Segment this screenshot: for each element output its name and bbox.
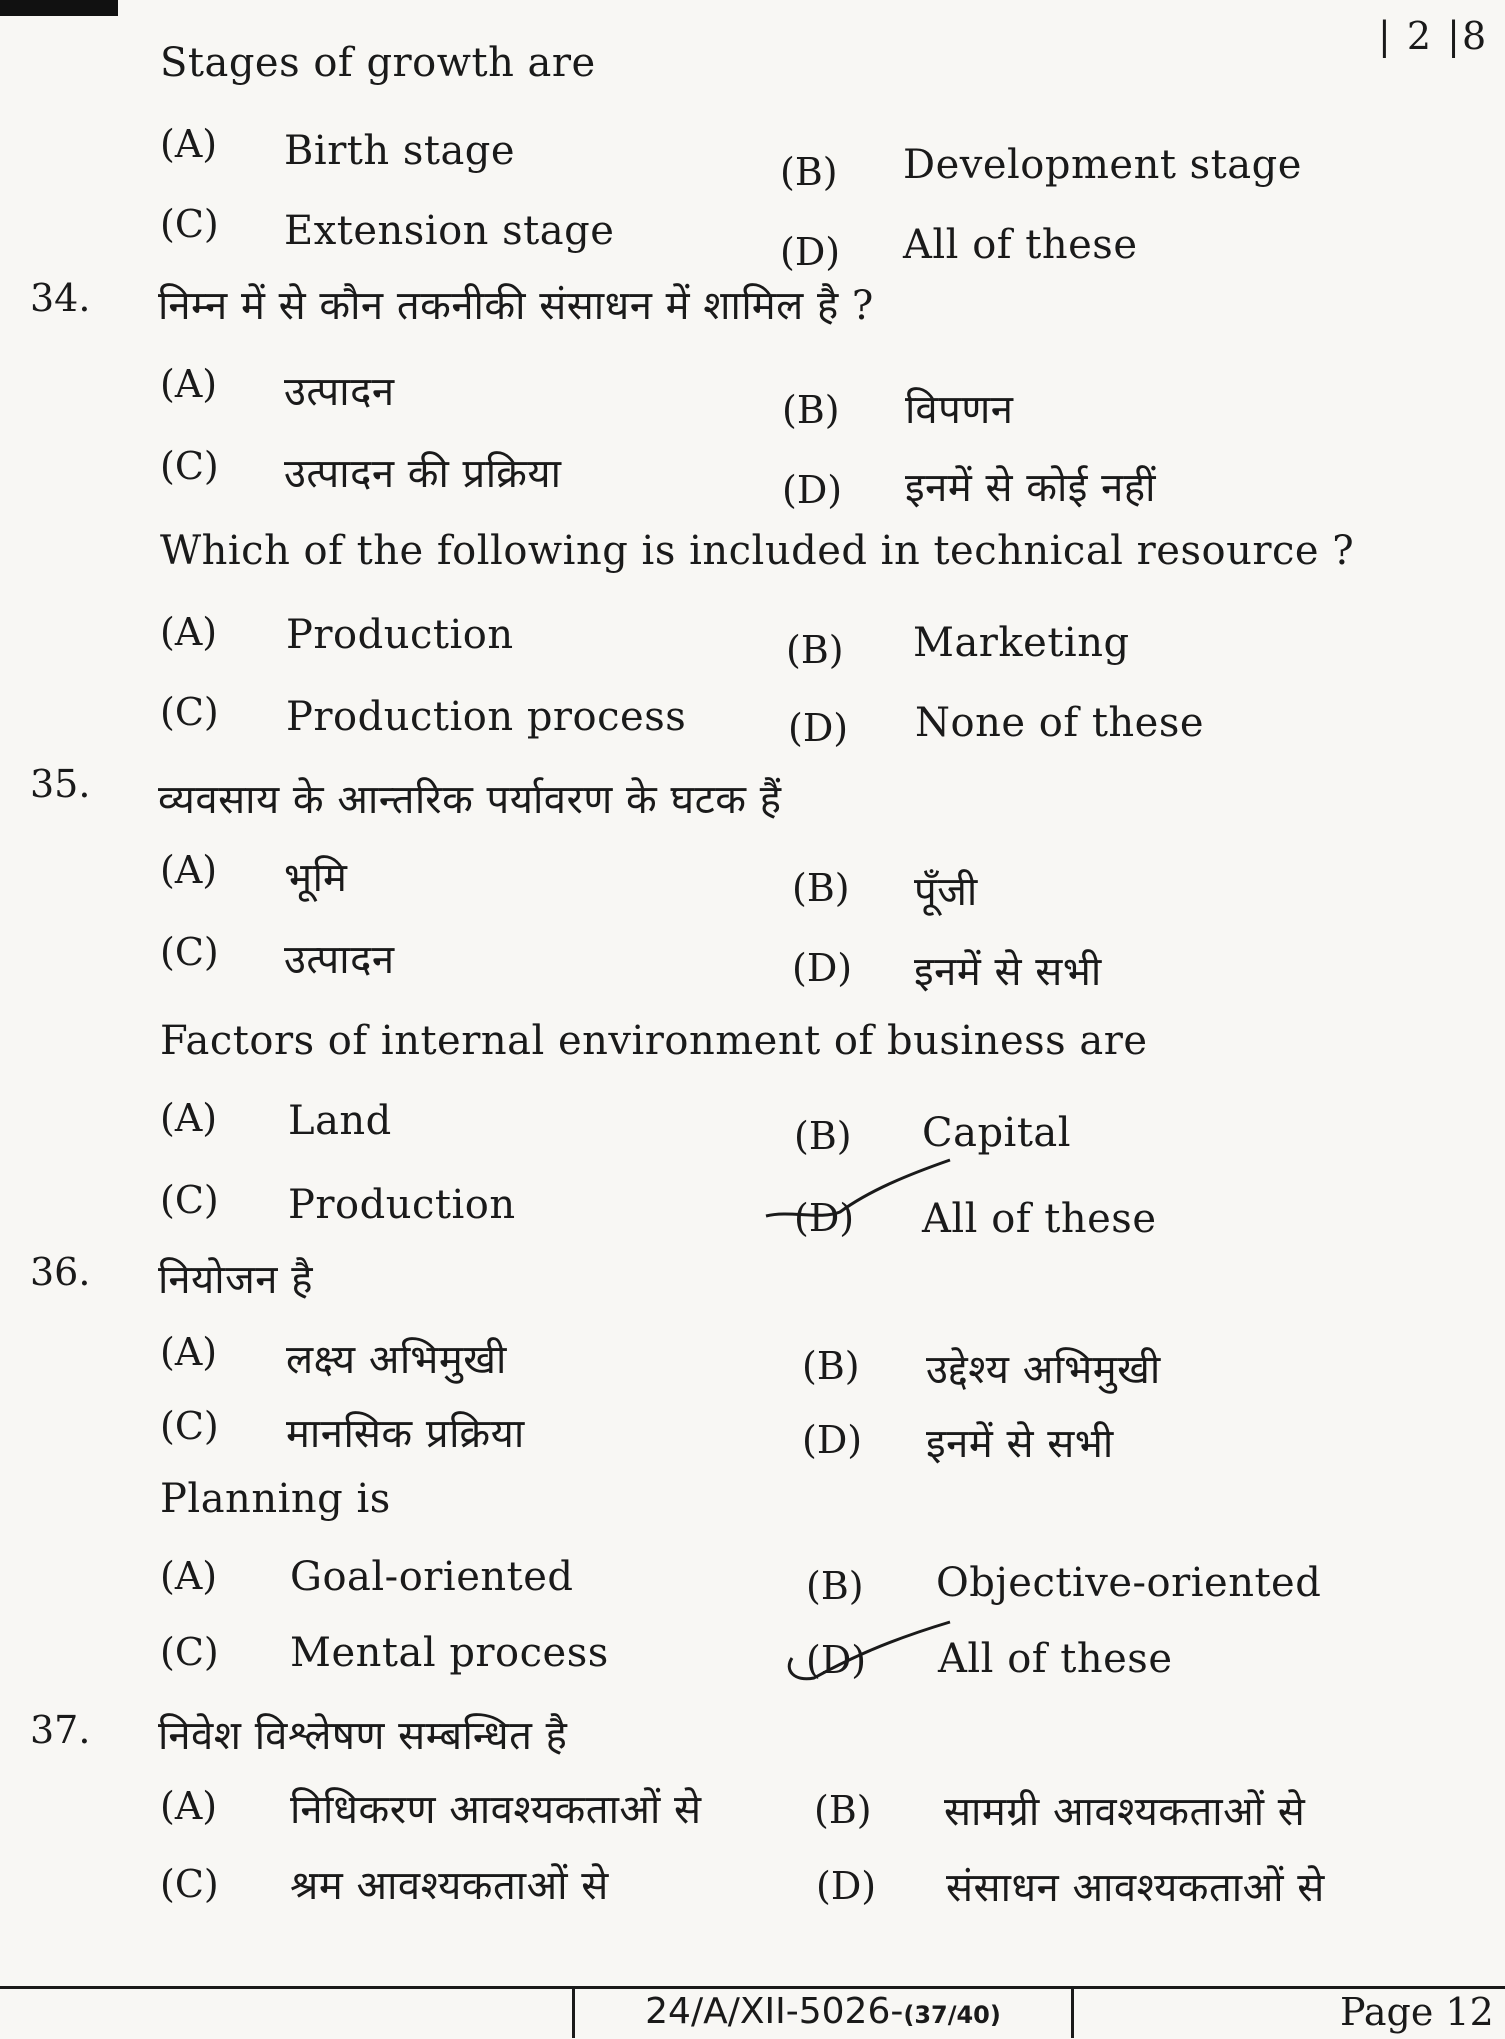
q33-en-opt-a-label: (A) bbox=[160, 122, 218, 166]
q34-en-opt-b-label: (B) bbox=[786, 628, 844, 672]
q35-hi-opt-d-text: इनमें से सभी bbox=[914, 949, 1102, 995]
q33-en-opt-a-text: Birth stage bbox=[284, 128, 516, 174]
q35-en-opt-b-label: (B) bbox=[794, 1114, 852, 1158]
answer-tick-mark bbox=[780, 1610, 960, 1690]
q35-hi-opt-a-text: भूमि bbox=[284, 855, 348, 901]
q35-en-text: Factors of internal environment of business are bbox=[160, 1018, 1148, 1064]
corner-tab bbox=[0, 0, 118, 16]
q33-en-opt-d-label: (D) bbox=[780, 230, 841, 274]
q37-hi-opt-a-text: निधिकरण आवश्यकताओं से bbox=[290, 1787, 702, 1833]
q34-en-opt-c-text: Production process bbox=[286, 694, 687, 740]
q37-hi-opt-c-label: (C) bbox=[160, 1862, 219, 1906]
q33-en-opt-c-text: Extension stage bbox=[284, 208, 615, 254]
q33-en-opt-d-text: All of these bbox=[903, 222, 1138, 268]
q36-hi-opt-c-label: (C) bbox=[160, 1404, 219, 1448]
q37-hi-opt-b-label: (B) bbox=[814, 1788, 872, 1832]
paper-code bbox=[572, 1988, 1074, 2038]
q35-hi-opt-c-label: (C) bbox=[160, 930, 219, 974]
q36-en-opt-b-label: (B) bbox=[806, 1564, 864, 1608]
paper-code-suffix: (37/40) bbox=[903, 2001, 1001, 2029]
q35-hi-opt-d-label: (D) bbox=[792, 946, 853, 990]
q34-en-opt-d-text: None of these bbox=[915, 700, 1205, 746]
q37-hi-opt-d-text: संसाधन आवश्यकताओं से bbox=[946, 1865, 1325, 1911]
q34-number: 34. bbox=[30, 276, 91, 320]
q34-en-opt-c-label: (C) bbox=[160, 690, 219, 734]
q35-en-opt-a-label: (A) bbox=[160, 1096, 218, 1140]
q36-hi-opt-b-label: (B) bbox=[802, 1344, 860, 1388]
q37-hi-text: निवेश विश्लेषण सम्बन्धित है bbox=[158, 1713, 568, 1759]
q36-hi-opt-d-label: (D) bbox=[802, 1418, 863, 1462]
q34-en-opt-d-label: (D) bbox=[788, 706, 849, 750]
q36-en-opt-d-label: (D) bbox=[806, 1638, 867, 1682]
q34-hi-text: निम्न में से कौन तकनीकी संसाधन में शामिल है ? bbox=[158, 283, 874, 329]
q35-en-opt-d-text: All of these bbox=[922, 1196, 1157, 1242]
page-number: Page 12 bbox=[1340, 1990, 1494, 2034]
q36-en-text: Planning is bbox=[160, 1476, 391, 1522]
q34-hi-opt-a-text: उत्पादन bbox=[284, 369, 395, 415]
q35-en-opt-a-text: Land bbox=[288, 1098, 392, 1144]
q35-en-opt-d-label: (D) bbox=[794, 1196, 855, 1240]
q34-hi-opt-b-label: (B) bbox=[782, 388, 840, 432]
q34-hi-opt-d-label: (D) bbox=[782, 468, 843, 512]
q36-en-opt-a-text: Goal-oriented bbox=[290, 1554, 574, 1600]
q35-hi-opt-c-text: उत्पादन bbox=[284, 937, 395, 983]
q36-hi-opt-d-text: इनमें से सभी bbox=[926, 1421, 1114, 1467]
q36-hi-opt-a-text: लक्ष्य अभिमुखी bbox=[286, 1337, 507, 1383]
answer-tick-mark bbox=[760, 1150, 960, 1230]
q37-hi-opt-c-text: श्रम आवश्यकताओं से bbox=[290, 1863, 609, 1909]
q35-en-opt-c-label: (C) bbox=[160, 1178, 219, 1222]
q37-hi-opt-a-label: (A) bbox=[160, 1784, 218, 1828]
q37-hi-opt-b-text: सामग्री आवश्यकताओं से bbox=[944, 1789, 1306, 1835]
q34-en-opt-a-label: (A) bbox=[160, 610, 218, 654]
q36-number: 36. bbox=[30, 1250, 91, 1294]
q33-en-text: Stages of growth are bbox=[160, 40, 596, 86]
q35-en-opt-c-text: Production bbox=[288, 1182, 516, 1228]
q36-en-opt-a-label: (A) bbox=[160, 1554, 218, 1598]
q34-hi-opt-b-text: विपणन bbox=[905, 387, 1014, 433]
q33-en-opt-b-text: Development stage bbox=[903, 142, 1302, 188]
q33-en-opt-c-label: (C) bbox=[160, 202, 219, 246]
q37-number: 37. bbox=[30, 1708, 91, 1752]
q36-en-opt-b-text: Objective-oriented bbox=[936, 1560, 1322, 1606]
q34-en-opt-b-text: Marketing bbox=[913, 620, 1130, 666]
q35-hi-text: व्यवसाय के आन्तरिक पर्यावरण के घटक हैं bbox=[158, 777, 782, 823]
q34-hi-opt-d-text: इनमें से कोई नहीं bbox=[905, 465, 1156, 511]
q35-hi-opt-b-text: पूँजी bbox=[914, 869, 978, 915]
q35-hi-opt-b-label: (B) bbox=[792, 866, 850, 910]
handwritten-corner-mark: | 2 |8 bbox=[1378, 14, 1489, 58]
q36-hi-opt-b-text: उद्देश्य अभिमुखी bbox=[926, 1347, 1161, 1393]
q36-en-opt-c-text: Mental process bbox=[290, 1630, 609, 1676]
q36-hi-opt-a-label: (A) bbox=[160, 1330, 218, 1374]
q36-en-opt-d-text: All of these bbox=[938, 1636, 1173, 1682]
q37-hi-opt-d-label: (D) bbox=[816, 1864, 877, 1908]
q36-hi-opt-c-text: मानसिक प्रक्रिया bbox=[286, 1411, 525, 1457]
q34-en-text: Which of the following is included in technical resource ? bbox=[160, 528, 1355, 574]
q34-hi-opt-c-text: उत्पादन की प्रक्रिया bbox=[284, 451, 562, 497]
q34-en-opt-a-text: Production bbox=[286, 612, 514, 658]
q34-hi-opt-a-label: (A) bbox=[160, 362, 218, 406]
q34-hi-opt-c-label: (C) bbox=[160, 444, 219, 488]
q35-hi-opt-a-label: (A) bbox=[160, 848, 218, 892]
q35-en-opt-b-text: Capital bbox=[922, 1110, 1072, 1156]
q35-number: 35. bbox=[30, 762, 91, 806]
q33-en-opt-b-label: (B) bbox=[780, 150, 838, 194]
q36-hi-text: नियोजन है bbox=[158, 1257, 313, 1303]
q36-en-opt-c-label: (C) bbox=[160, 1630, 219, 1674]
paper-code-text: 24/A/XII-5026- bbox=[645, 1991, 904, 2032]
